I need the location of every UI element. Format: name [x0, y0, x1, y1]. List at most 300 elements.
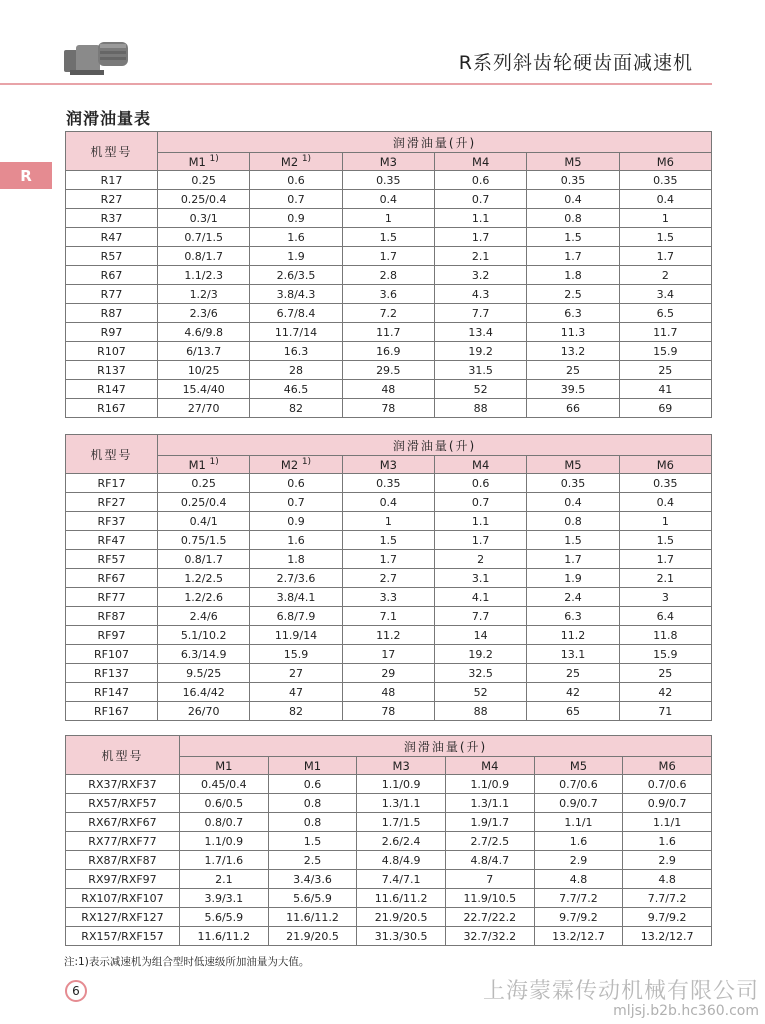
- model-cell: RF17: [66, 474, 158, 493]
- gear-reducer-product-image: [62, 36, 132, 78]
- model-cell: RF137: [66, 664, 158, 683]
- oil-volume-cell: 1.3/1.1: [445, 794, 534, 813]
- column-label: M2: [280, 457, 299, 472]
- oil-volume-cell: 0.9: [250, 209, 342, 228]
- table-row: [66, 285, 712, 304]
- table-row: [66, 927, 712, 946]
- oil-volume-cell: 1.5: [619, 228, 711, 247]
- oil-volume-cell: 3.8/4.1: [250, 588, 342, 607]
- page-title: R系列斜齿轮硬齿面减速机: [458, 52, 693, 74]
- oil-volume-cell: 29.5: [342, 361, 434, 380]
- oil-volume-cell: 7.7: [434, 607, 526, 626]
- column-label: M6: [658, 758, 676, 773]
- oil-table-r: [65, 131, 712, 418]
- model-cell: R147: [66, 380, 158, 399]
- table-row: [66, 190, 712, 209]
- oil-volume-cell: 15.9: [619, 645, 711, 664]
- model-cell: RX127/RXF127: [66, 908, 180, 927]
- oil-volume-cell: 1.1/1: [623, 813, 712, 832]
- model-cell: RF27: [66, 493, 158, 512]
- table-row: [66, 380, 712, 399]
- model-cell: R167: [66, 399, 158, 418]
- oil-volume-cell: 0.7/1.5: [158, 228, 250, 247]
- oil-volume-cell: 48: [342, 683, 434, 702]
- oil-volume-cell: 11.3: [527, 323, 619, 342]
- model-cell: RX67/RXF67: [66, 813, 180, 832]
- oil-volume-cell: 0.8/0.7: [180, 813, 269, 832]
- footnote-marker: 1): [301, 154, 312, 165]
- table-row: [66, 870, 712, 889]
- oil-volume-cell: 82: [250, 702, 342, 721]
- oil-volume-cell: 1.8: [527, 266, 619, 285]
- oil-volume-cell: 7.4/7.1: [357, 870, 446, 889]
- oil-volume-cell: 17: [342, 645, 434, 664]
- table-row: [66, 247, 712, 266]
- oil-volume-cell: 1.5: [342, 531, 434, 550]
- oil-volume-cell: 4.6/9.8: [158, 323, 250, 342]
- table-row: [66, 775, 712, 794]
- oil-volume-cell: 15.9: [250, 645, 342, 664]
- oil-volume-cell: 0.8: [527, 512, 619, 531]
- oil-volume-cell: 6/13.7: [158, 342, 250, 361]
- oil-volume-cell: 1.7/1.6: [180, 851, 269, 870]
- model-cell: RF107: [66, 645, 158, 664]
- model-cell: RF37: [66, 512, 158, 531]
- oil-volume-cell: 21.9/20.5: [268, 927, 357, 946]
- oil-volume-cell: 1.7/1.5: [357, 813, 446, 832]
- column-header: [527, 456, 619, 474]
- oil-volume-cell: 13.1: [527, 645, 619, 664]
- oil-volume-cell: 0.35: [342, 474, 434, 493]
- oil-volume-cell: 0.6: [250, 171, 342, 190]
- oil-volume-cell: 13.4: [434, 323, 526, 342]
- table-row: [66, 228, 712, 247]
- oil-volume-cell: 13.2/12.7: [623, 927, 712, 946]
- oil-volume-cell: 3.3: [342, 588, 434, 607]
- oil-volume-cell: 1.1/0.9: [180, 832, 269, 851]
- oil-volume-cell: 7.7: [434, 304, 526, 323]
- model-cell: R17: [66, 171, 158, 190]
- table-row: [66, 626, 712, 645]
- table-row: [66, 607, 712, 626]
- oil-volume-cell: 1.6: [534, 832, 623, 851]
- model-cell: RX97/RXF97: [66, 870, 180, 889]
- column-header: [250, 153, 342, 171]
- oil-volume-cell: 21.9/20.5: [357, 908, 446, 927]
- oil-volume-cell: 32.7/32.2: [445, 927, 534, 946]
- oil-volume-cell: 0.8/1.7: [158, 247, 250, 266]
- oil-volume-cell: 2.4/6: [158, 607, 250, 626]
- column-header-row: [66, 456, 712, 474]
- oil-volume-cell: 69: [619, 399, 711, 418]
- oil-volume-cell: 7.2: [342, 304, 434, 323]
- column-header: [619, 456, 711, 474]
- oil-volume-cell: 2.6/3.5: [250, 266, 342, 285]
- oil-volume-header: 润滑油量(升): [180, 736, 712, 757]
- oil-volume-cell: 0.8/1.7: [158, 550, 250, 569]
- oil-volume-cell: 46.5: [250, 380, 342, 399]
- column-header: [534, 757, 623, 775]
- column-header: [342, 456, 434, 474]
- oil-volume-cell: 3.8/4.3: [250, 285, 342, 304]
- oil-volume-cell: 0.6: [434, 171, 526, 190]
- oil-volume-cell: 7.7/7.2: [623, 889, 712, 908]
- oil-volume-cell: 2.3/6: [158, 304, 250, 323]
- table-row: [66, 493, 712, 512]
- oil-volume-cell: 0.45/0.4: [180, 775, 269, 794]
- oil-volume-cell: 1: [619, 512, 711, 531]
- oil-volume-cell: 1: [619, 209, 711, 228]
- model-cell: R137: [66, 361, 158, 380]
- table-row: [66, 399, 712, 418]
- oil-volume-cell: 7: [445, 870, 534, 889]
- model-cell: R107: [66, 342, 158, 361]
- oil-volume-cell: 88: [434, 702, 526, 721]
- model-cell: R47: [66, 228, 158, 247]
- oil-volume-cell: 0.25/0.4: [158, 493, 250, 512]
- oil-volume-cell: 6.3: [527, 304, 619, 323]
- oil-volume-cell: 0.7: [250, 190, 342, 209]
- header-rule: [0, 83, 712, 85]
- oil-volume-cell: 0.25/0.4: [158, 190, 250, 209]
- oil-volume-cell: 2.5: [268, 851, 357, 870]
- oil-volume-cell: 1.7: [342, 247, 434, 266]
- oil-volume-cell: 16.9: [342, 342, 434, 361]
- model-cell: RX57/RXF57: [66, 794, 180, 813]
- oil-volume-cell: 2.9: [623, 851, 712, 870]
- model-cell: RX77/RXF77: [66, 832, 180, 851]
- oil-volume-cell: 0.9/0.7: [534, 794, 623, 813]
- model-cell: R57: [66, 247, 158, 266]
- oil-volume-cell: 4.1: [434, 588, 526, 607]
- oil-volume-cell: 4.3: [434, 285, 526, 304]
- column-label: M3: [379, 457, 397, 472]
- model-cell: RF67: [66, 569, 158, 588]
- oil-table-rf: [65, 434, 712, 721]
- oil-volume-cell: 78: [342, 399, 434, 418]
- oil-volume-cell: 3.6: [342, 285, 434, 304]
- oil-volume-cell: 28: [250, 361, 342, 380]
- column-label: M5: [564, 457, 582, 472]
- column-label: M1: [303, 758, 322, 773]
- oil-volume-cell: 2.4: [527, 588, 619, 607]
- oil-volume-cell: 15.4/40: [158, 380, 250, 399]
- column-header-row: [66, 153, 712, 171]
- model-cell: RX107/RXF107: [66, 889, 180, 908]
- model-header: 机型号: [66, 132, 158, 171]
- oil-volume-cell: 32.5: [434, 664, 526, 683]
- oil-volume-cell: 29: [342, 664, 434, 683]
- oil-volume-cell: 0.35: [619, 171, 711, 190]
- table-row: [66, 266, 712, 285]
- model-cell: RX87/RXF87: [66, 851, 180, 870]
- oil-volume-cell: 0.9/0.7: [623, 794, 712, 813]
- oil-volume-cell: 3.4: [619, 285, 711, 304]
- oil-volume-cell: 0.3/1: [158, 209, 250, 228]
- model-cell: R67: [66, 266, 158, 285]
- oil-volume-cell: 0.6: [250, 474, 342, 493]
- section-title: 润滑油量表: [66, 109, 152, 128]
- model-cell: R97: [66, 323, 158, 342]
- oil-volume-cell: 11.9/10.5: [445, 889, 534, 908]
- model-cell: R27: [66, 190, 158, 209]
- model-cell: RF167: [66, 702, 158, 721]
- oil-volume-cell: 2.1: [180, 870, 269, 889]
- oil-volume-cell: 31.3/30.5: [357, 927, 446, 946]
- column-label: M2: [280, 154, 299, 169]
- oil-volume-cell: 13.2/12.7: [534, 927, 623, 946]
- oil-volume-cell: 9.5/25: [158, 664, 250, 683]
- model-cell: R37: [66, 209, 158, 228]
- oil-volume-cell: 19.2: [434, 342, 526, 361]
- oil-volume-cell: 2.8: [342, 266, 434, 285]
- column-header: [623, 757, 712, 775]
- oil-volume-header: 润滑油量(升): [158, 132, 712, 153]
- oil-volume-cell: 11.2: [342, 626, 434, 645]
- column-header: [250, 456, 342, 474]
- oil-volume-cell: 0.35: [342, 171, 434, 190]
- oil-volume-cell: 3: [619, 588, 711, 607]
- table-row: [66, 512, 712, 531]
- oil-volume-cell: 2.5: [527, 285, 619, 304]
- oil-volume-cell: 2: [619, 266, 711, 285]
- column-label: M6: [656, 457, 674, 472]
- oil-volume-cell: 0.4/1: [158, 512, 250, 531]
- oil-volume-cell: 1.9: [250, 247, 342, 266]
- model-cell: RF77: [66, 588, 158, 607]
- oil-volume-cell: 11.6/11.2: [180, 927, 269, 946]
- column-label: M6: [656, 154, 674, 169]
- oil-volume-cell: 48: [342, 380, 434, 399]
- oil-volume-cell: 0.6: [434, 474, 526, 493]
- table-row: [66, 531, 712, 550]
- oil-volume-cell: 0.4: [619, 190, 711, 209]
- oil-volume-cell: 1.5: [268, 832, 357, 851]
- table-row: [66, 683, 712, 702]
- column-label: M3: [379, 154, 397, 169]
- oil-volume-cell: 0.9: [250, 512, 342, 531]
- oil-volume-cell: 0.8: [268, 794, 357, 813]
- oil-volume-cell: 14: [434, 626, 526, 645]
- footnote-marker: 1): [301, 457, 312, 468]
- table-row: [66, 645, 712, 664]
- oil-volume-cell: 11.7: [619, 323, 711, 342]
- oil-volume-cell: 1.1: [434, 209, 526, 228]
- oil-volume-cell: 25: [619, 361, 711, 380]
- oil-volume-cell: 47: [250, 683, 342, 702]
- oil-volume-cell: 26/70: [158, 702, 250, 721]
- oil-volume-cell: 2.9: [534, 851, 623, 870]
- column-label: M4: [472, 154, 490, 169]
- table-row: [66, 664, 712, 683]
- oil-volume-cell: 11.2: [527, 626, 619, 645]
- column-label: M1: [215, 758, 233, 773]
- oil-volume-cell: 1.6: [250, 228, 342, 247]
- oil-volume-cell: 15.9: [619, 342, 711, 361]
- oil-volume-cell: 65: [527, 702, 619, 721]
- oil-volume-cell: 78: [342, 702, 434, 721]
- footnote-marker: 1): [209, 154, 219, 165]
- table-row: [66, 889, 712, 908]
- oil-volume-cell: 1.7: [434, 531, 526, 550]
- table-row: [66, 702, 712, 721]
- footnote: 注:1)表示减速机为组合型时低速级所加油量为大值。: [64, 956, 310, 968]
- oil-volume-cell: 4.8: [623, 870, 712, 889]
- oil-volume-cell: 6.3: [527, 607, 619, 626]
- column-header: [158, 153, 250, 171]
- oil-volume-cell: 4.8/4.9: [357, 851, 446, 870]
- oil-volume-cell: 16.3: [250, 342, 342, 361]
- oil-volume-cell: 3.2: [434, 266, 526, 285]
- table-row: [66, 323, 712, 342]
- oil-volume-cell: 4.8: [534, 870, 623, 889]
- oil-volume-cell: 1.3/1.1: [357, 794, 446, 813]
- oil-volume-cell: 39.5: [527, 380, 619, 399]
- oil-volume-cell: 6.4: [619, 607, 711, 626]
- oil-volume-cell: 27/70: [158, 399, 250, 418]
- model-cell: RF87: [66, 607, 158, 626]
- oil-volume-cell: 71: [619, 702, 711, 721]
- oil-volume-cell: 22.7/22.2: [445, 908, 534, 927]
- column-label: M4: [481, 758, 499, 773]
- column-label: M1: [188, 154, 206, 169]
- table-body: [66, 474, 712, 721]
- oil-volume-cell: 1.7: [619, 550, 711, 569]
- column-label: M1: [188, 457, 206, 472]
- oil-volume-cell: 27: [250, 664, 342, 683]
- oil-volume-cell: 42: [619, 683, 711, 702]
- column-label: M3: [392, 758, 410, 773]
- table-row: [66, 342, 712, 361]
- table-body: [66, 775, 712, 946]
- oil-volume-cell: 0.7: [250, 493, 342, 512]
- oil-volume-cell: 0.25: [158, 474, 250, 493]
- table-row: [66, 474, 712, 493]
- table-row: [66, 851, 712, 870]
- oil-volume-cell: 88: [434, 399, 526, 418]
- table-body: [66, 171, 712, 418]
- watermark-url: mljsj.b2b.hc360.com: [613, 1003, 759, 1019]
- oil-volume-cell: 11.7/14: [250, 323, 342, 342]
- oil-volume-cell: 1.1: [434, 512, 526, 531]
- oil-volume-cell: 5.6/5.9: [180, 908, 269, 927]
- oil-volume-cell: 10/25: [158, 361, 250, 380]
- oil-volume-cell: 6.5: [619, 304, 711, 323]
- oil-volume-cell: 1.7: [527, 247, 619, 266]
- oil-volume-cell: 6.7/8.4: [250, 304, 342, 323]
- oil-volume-cell: 0.4: [527, 493, 619, 512]
- oil-volume-cell: 2.6/2.4: [357, 832, 446, 851]
- oil-volume-header: 润滑油量(升): [158, 435, 712, 456]
- oil-volume-cell: 1.5: [342, 228, 434, 247]
- oil-volume-cell: 3.1: [434, 569, 526, 588]
- column-label: M4: [472, 457, 490, 472]
- oil-volume-cell: 0.75/1.5: [158, 531, 250, 550]
- oil-table-rx: [65, 735, 712, 946]
- oil-volume-cell: 1.6: [623, 832, 712, 851]
- oil-volume-cell: 0.4: [342, 190, 434, 209]
- oil-volume-cell: 25: [619, 664, 711, 683]
- oil-volume-cell: 19.2: [434, 645, 526, 664]
- oil-volume-cell: 9.7/9.2: [623, 908, 712, 927]
- oil-volume-cell: 31.5: [434, 361, 526, 380]
- page-number: 6: [65, 980, 87, 1002]
- column-header: [357, 757, 446, 775]
- oil-volume-cell: 0.7/0.6: [534, 775, 623, 794]
- oil-volume-cell: 1: [342, 512, 434, 531]
- table-row: [66, 171, 712, 190]
- oil-volume-cell: 4.8/4.7: [445, 851, 534, 870]
- oil-volume-cell: 1.1/0.9: [357, 775, 446, 794]
- model-cell: RF97: [66, 626, 158, 645]
- oil-volume-cell: 0.4: [619, 493, 711, 512]
- oil-volume-cell: 0.6: [268, 775, 357, 794]
- oil-volume-cell: 0.35: [527, 171, 619, 190]
- column-header: [527, 153, 619, 171]
- oil-volume-cell: 11.6/11.2: [268, 908, 357, 927]
- column-header: [268, 757, 357, 775]
- oil-volume-cell: 52: [434, 683, 526, 702]
- footnote-marker: 1): [209, 457, 219, 468]
- oil-volume-cell: 11.7: [342, 323, 434, 342]
- table-row: [66, 550, 712, 569]
- oil-volume-cell: 1: [342, 209, 434, 228]
- oil-volume-cell: 7.7/7.2: [534, 889, 623, 908]
- column-label: M5: [564, 154, 582, 169]
- oil-volume-cell: 11.8: [619, 626, 711, 645]
- column-header: [434, 456, 526, 474]
- model-header: 机型号: [66, 435, 158, 474]
- model-cell: RF57: [66, 550, 158, 569]
- oil-volume-cell: 1.1/1: [534, 813, 623, 832]
- oil-volume-cell: 0.7: [434, 190, 526, 209]
- oil-volume-cell: 5.1/10.2: [158, 626, 250, 645]
- oil-volume-cell: 1.7: [619, 247, 711, 266]
- table-row: [66, 832, 712, 851]
- oil-volume-cell: 7.1: [342, 607, 434, 626]
- oil-volume-cell: 1.6: [250, 531, 342, 550]
- oil-volume-cell: 0.25: [158, 171, 250, 190]
- oil-volume-cell: 1.8: [250, 550, 342, 569]
- oil-volume-cell: 2: [434, 550, 526, 569]
- oil-volume-cell: 0.7: [434, 493, 526, 512]
- oil-volume-cell: 16.4/42: [158, 683, 250, 702]
- oil-volume-cell: 1.1/2.3: [158, 266, 250, 285]
- oil-volume-cell: 66: [527, 399, 619, 418]
- oil-volume-cell: 1.7: [342, 550, 434, 569]
- model-cell: RF47: [66, 531, 158, 550]
- table-row: [66, 588, 712, 607]
- column-header: [619, 153, 711, 171]
- watermark-company: 上海蒙霖传动机械有限公司: [482, 979, 759, 1004]
- oil-volume-cell: 3.4/3.6: [268, 870, 357, 889]
- oil-volume-cell: 2.7/2.5: [445, 832, 534, 851]
- column-header: [342, 153, 434, 171]
- oil-volume-cell: 0.8: [268, 813, 357, 832]
- oil-volume-cell: 42: [527, 683, 619, 702]
- oil-volume-cell: 82: [250, 399, 342, 418]
- table-row: [66, 361, 712, 380]
- oil-volume-cell: 3.9/3.1: [180, 889, 269, 908]
- column-header: [180, 757, 269, 775]
- oil-volume-cell: 2.7/3.6: [250, 569, 342, 588]
- oil-volume-cell: 52: [434, 380, 526, 399]
- oil-volume-cell: 0.4: [527, 190, 619, 209]
- model-cell: RX37/RXF37: [66, 775, 180, 794]
- table-row: [66, 569, 712, 588]
- table-row: [66, 813, 712, 832]
- table-row: [66, 794, 712, 813]
